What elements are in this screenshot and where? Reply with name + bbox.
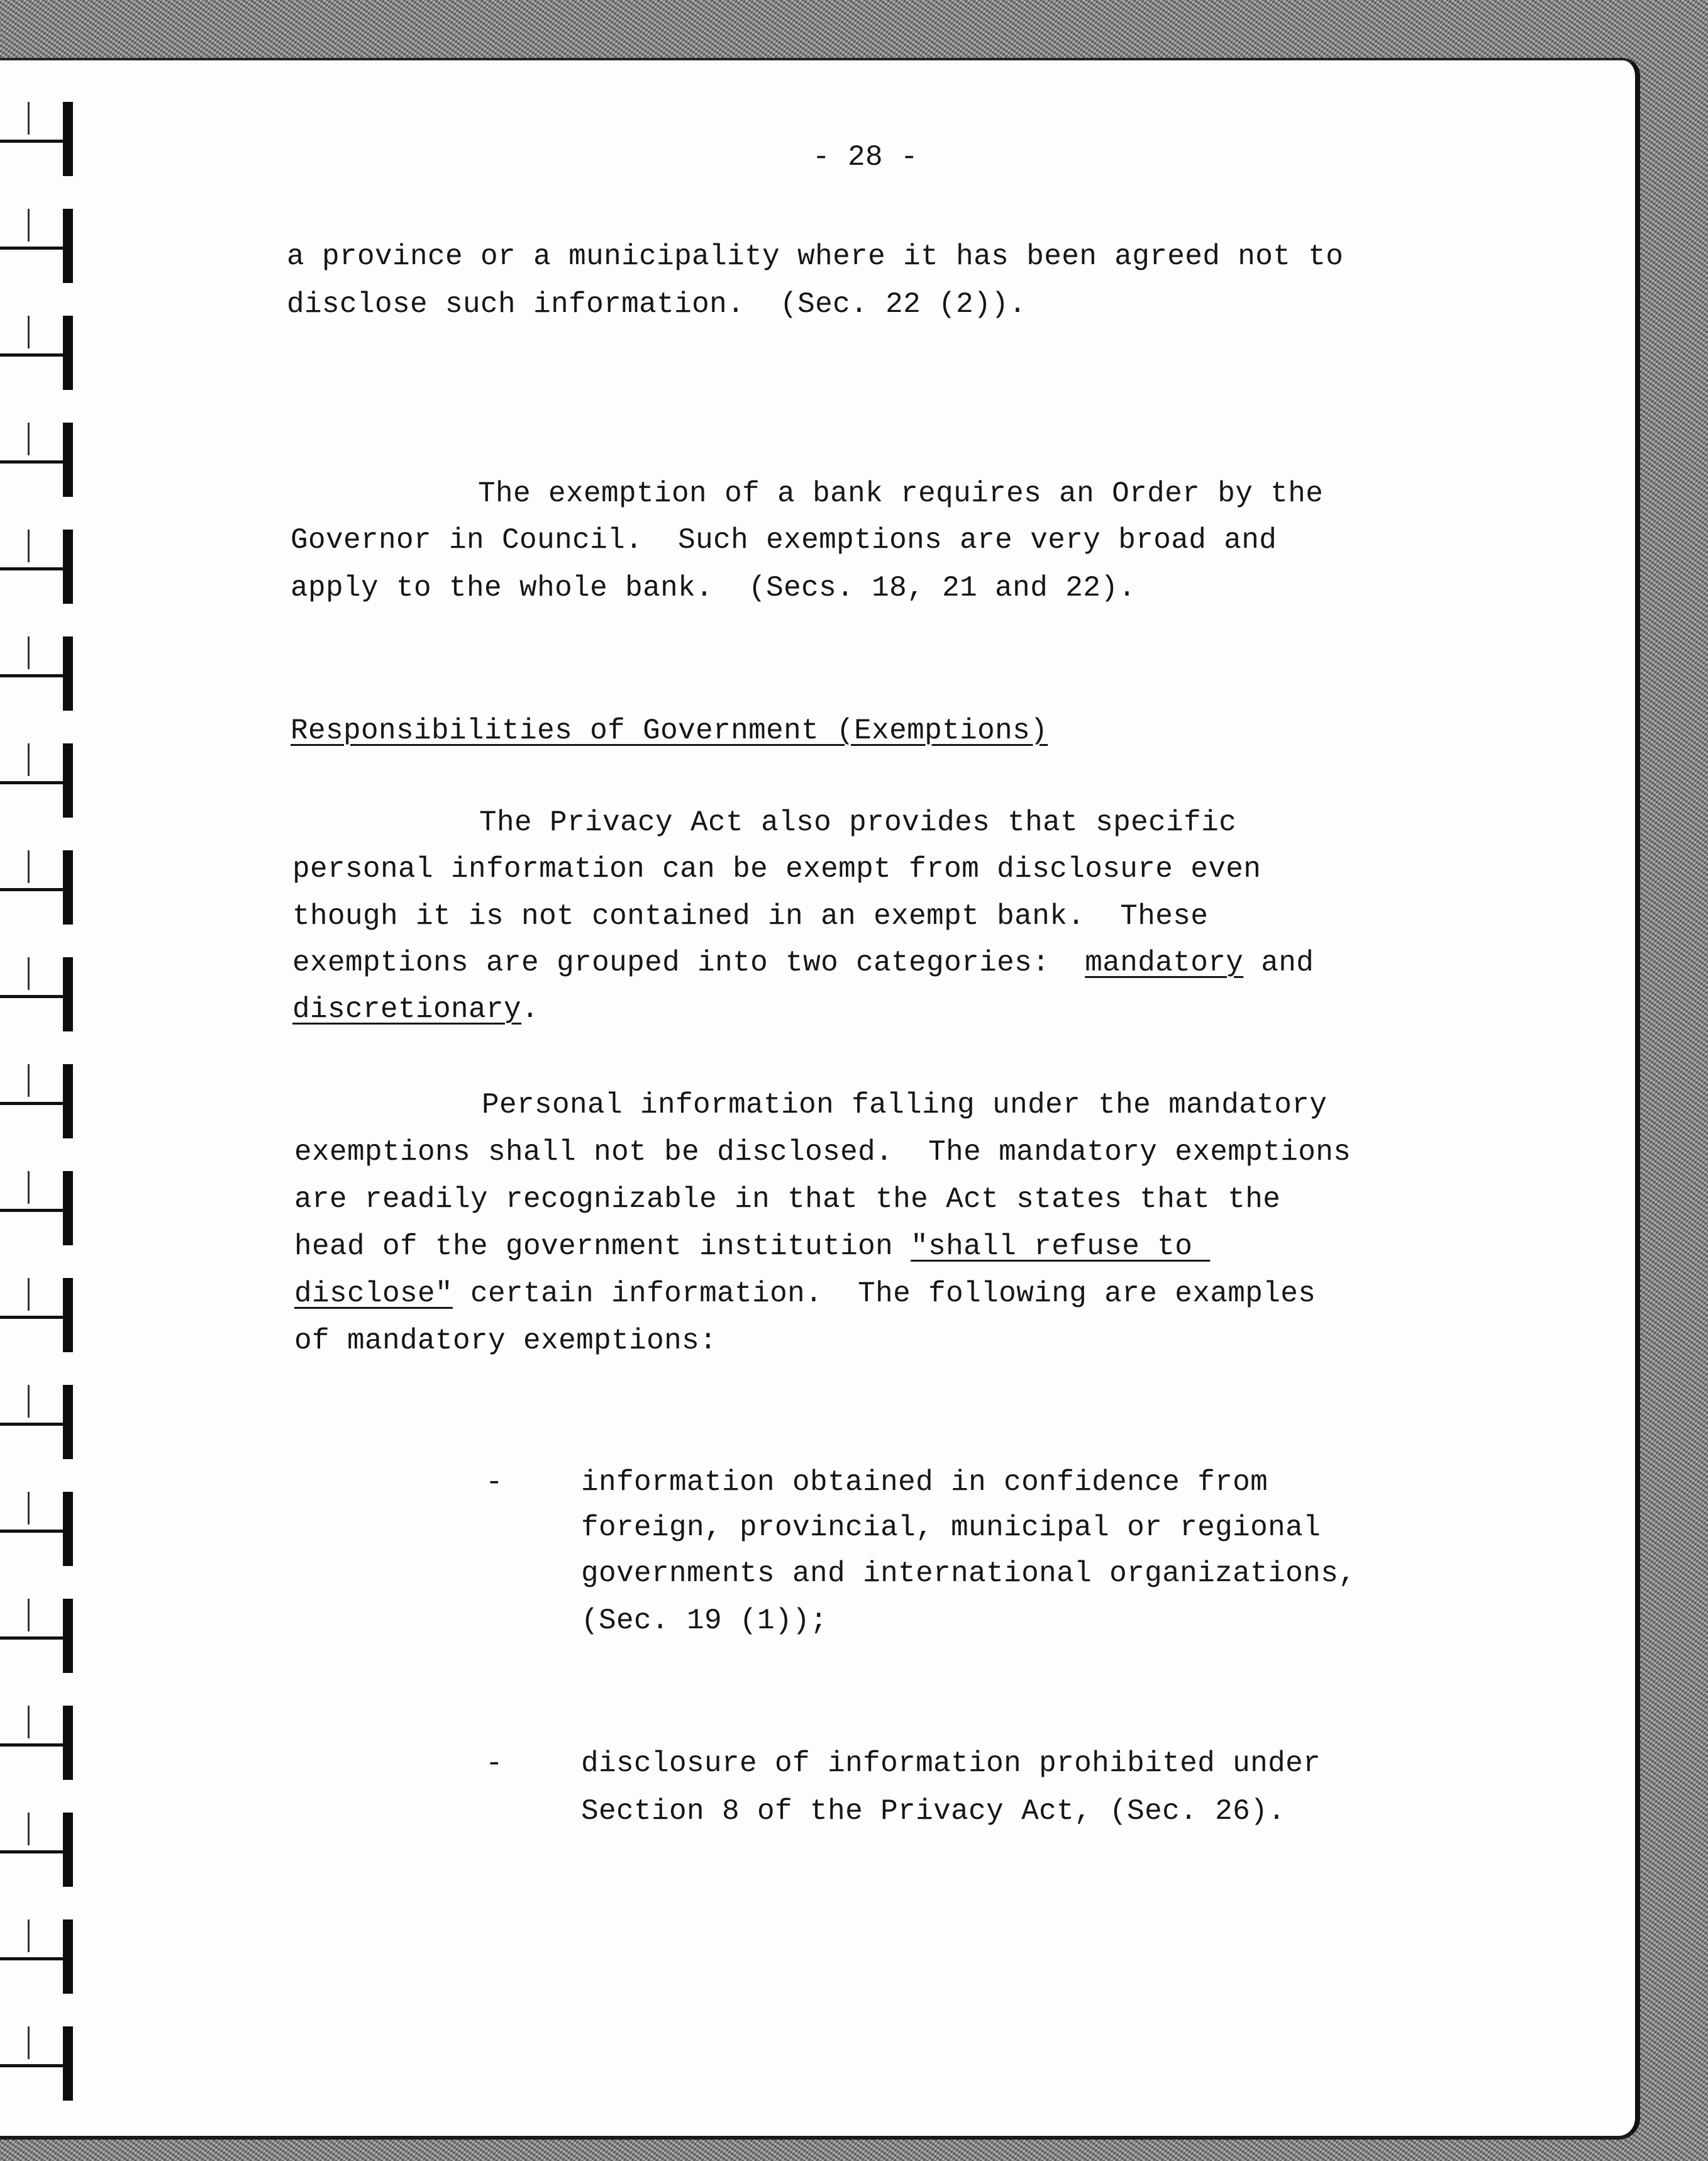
- binding-wire: [0, 1636, 70, 1640]
- binding-ring: [0, 316, 88, 385]
- binding-wire: [0, 2064, 70, 2067]
- binding-wire: [0, 1530, 70, 1533]
- binding-post: [63, 1599, 73, 1673]
- binding-ring: [0, 1064, 88, 1133]
- binding-tick: [28, 1813, 30, 1845]
- binding-ring: [0, 1599, 88, 1668]
- text-line: exemptions shall not be disclosed. The mandatory exemptions: [294, 1136, 1351, 1169]
- binding-wire: [0, 353, 70, 357]
- binding-post: [63, 1385, 73, 1459]
- binding-post: [63, 2026, 73, 2101]
- binding-tick: [28, 1919, 30, 1952]
- binding-wire: [0, 1102, 70, 1105]
- binding-tick: [28, 316, 30, 348]
- bullet-line: (Sec. 19 (1));: [581, 1604, 828, 1637]
- binding-post: [63, 743, 73, 818]
- underlined-term-mandatory: mandatory: [1085, 947, 1244, 979]
- text-line: are readily recognizable in that the Act states that the: [294, 1183, 1281, 1216]
- binding-tick: [28, 423, 30, 455]
- text-span: exemptions are grouped into two categories:: [292, 947, 1085, 979]
- text-line: though it is not contained in an exempt bank. These: [292, 900, 1209, 933]
- binding-tick: [28, 1064, 30, 1097]
- binding-ring: [0, 1385, 88, 1454]
- binding-wire: [0, 1850, 70, 1853]
- binding-ring: [0, 743, 88, 813]
- binding-tick: [28, 1599, 30, 1631]
- binding-tick: [28, 743, 30, 776]
- text-line: The Privacy Act also provides that specific: [479, 806, 1237, 839]
- page-number: - 28 -: [812, 141, 919, 174]
- binding-tick: [28, 1278, 30, 1311]
- binding-ring: [0, 2026, 88, 2096]
- binding-post: [63, 316, 73, 390]
- bullet-line: disclosure of information prohibited under: [581, 1747, 1321, 1780]
- underlined-term-discretionary: discretionary: [292, 993, 522, 1026]
- binding-ring: [0, 209, 88, 278]
- text-line: apply to the whole bank. (Secs. 18, 21 and 22).: [291, 572, 1136, 604]
- text-span: certain information. The following are examples: [453, 1277, 1316, 1310]
- binding-post: [63, 1706, 73, 1780]
- binding-wire: [0, 674, 70, 677]
- underlined-quote: disclose": [294, 1277, 453, 1310]
- binding-post: [63, 530, 73, 604]
- text-span: head of the government institution: [294, 1230, 911, 1263]
- binding-ring: [0, 957, 88, 1026]
- binding-tick: [28, 1706, 30, 1738]
- binding-tick: [28, 636, 30, 669]
- binding-wire: [0, 1423, 70, 1426]
- binding-ring: [0, 423, 88, 492]
- binding-tick: [28, 1385, 30, 1418]
- binding-wire: [0, 140, 70, 143]
- binding-post: [63, 102, 73, 176]
- text-line: [292, 940, 1314, 987]
- text-line: [294, 1223, 1210, 1270]
- binding-tick: [28, 1171, 30, 1204]
- text-line: [294, 1270, 1316, 1318]
- binding-tick: [28, 530, 30, 562]
- binding-ring: [0, 1492, 88, 1561]
- binding-tick: [28, 1492, 30, 1525]
- binding-post: [63, 1171, 73, 1245]
- bullet-dash: -: [485, 1747, 504, 1780]
- text-line: Governor in Council. Such exemptions are very broad and: [291, 524, 1277, 557]
- binding-wire: [0, 1209, 70, 1212]
- binding-ring: [0, 530, 88, 599]
- text-line: a province or a municipality where it has been agreed not to: [287, 240, 1344, 273]
- text-line: Personal information falling under the mandatory: [482, 1089, 1328, 1121]
- binding-ring: [0, 636, 88, 706]
- binding-ring: [0, 1813, 88, 1882]
- bullet-line: foreign, provincial, municipal or regional: [581, 1511, 1321, 1544]
- binding-wire: [0, 781, 70, 784]
- binding-ring: [0, 102, 88, 171]
- binding-ring: [0, 850, 88, 919]
- binding-wire: [0, 567, 70, 570]
- binding-ring: [0, 1278, 88, 1347]
- binding-post: [63, 1278, 73, 1352]
- text-line: disclose such information. (Sec. 22 (2)).: [287, 288, 1027, 321]
- spiral-binding: [0, 58, 88, 2140]
- binding-tick: [28, 957, 30, 990]
- binding-post: [63, 1919, 73, 1994]
- binding-tick: [28, 209, 30, 242]
- binding-post: [63, 850, 73, 925]
- binding-wire: [0, 995, 70, 998]
- binding-wire: [0, 1316, 70, 1319]
- binding-wire: [0, 247, 70, 250]
- binding-wire: [0, 460, 70, 464]
- binding-ring: [0, 1171, 88, 1240]
- binding-tick: [28, 850, 30, 883]
- binding-tick: [28, 102, 30, 135]
- binding-post: [63, 636, 73, 711]
- binding-ring: [0, 1919, 88, 1989]
- binding-wire: [0, 1743, 70, 1747]
- binding-post: [63, 1064, 73, 1138]
- binding-post: [63, 423, 73, 497]
- bullet-line: information obtained in confidence from: [581, 1466, 1268, 1499]
- binding-post: [63, 209, 73, 283]
- binding-ring: [0, 1706, 88, 1775]
- underlined-quote: "shall refuse to: [911, 1230, 1211, 1263]
- bullet-dash: -: [485, 1466, 504, 1499]
- bullet-line: governments and international organizations,: [581, 1557, 1356, 1590]
- binding-tick: [28, 2026, 30, 2059]
- binding-post: [63, 1492, 73, 1566]
- text-line: of mandatory exemptions:: [294, 1325, 718, 1357]
- bullet-line: Section 8 of the Privacy Act, (Sec. 26).: [581, 1795, 1286, 1828]
- text-line: personal information can be exempt from disclosure even: [292, 853, 1262, 886]
- text-line: [292, 986, 539, 1033]
- section-heading: Responsibilities of Government (Exemptions): [291, 714, 1048, 747]
- text-span: .: [521, 993, 540, 1026]
- binding-post: [63, 1813, 73, 1887]
- binding-post: [63, 957, 73, 1031]
- text-span: and: [1243, 947, 1314, 979]
- binding-wire: [0, 1957, 70, 1960]
- text-line: The exemption of a bank requires an Order by the: [478, 477, 1324, 510]
- binding-wire: [0, 888, 70, 891]
